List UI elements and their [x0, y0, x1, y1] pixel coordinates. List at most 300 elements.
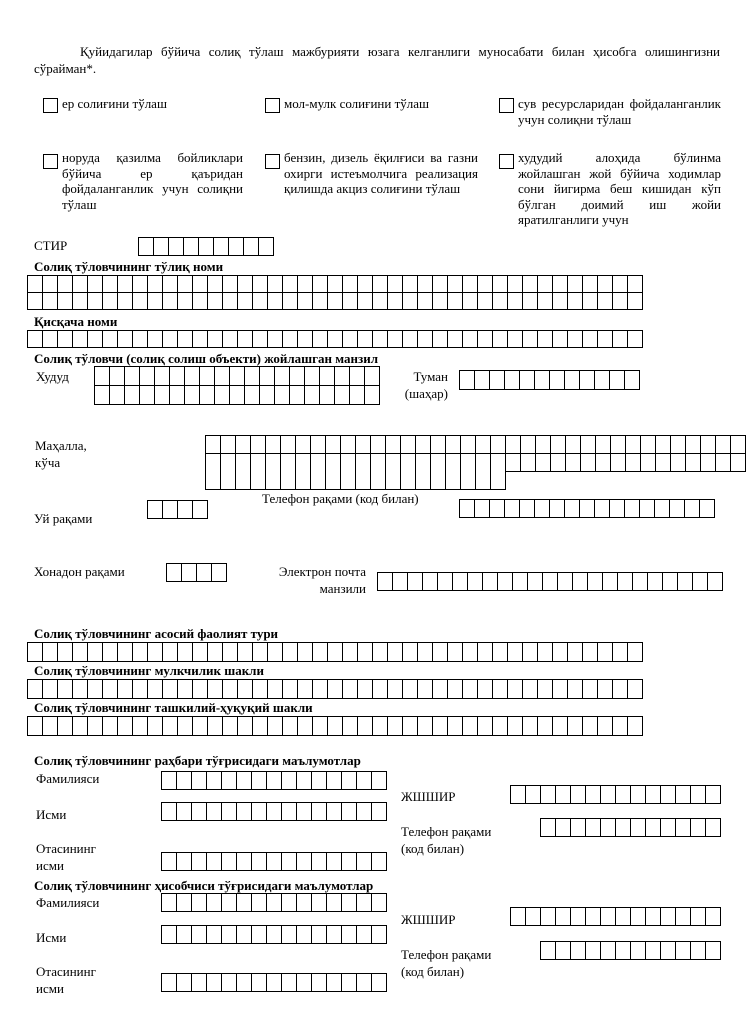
char-cell[interactable] [373, 643, 388, 662]
char-cell[interactable] [460, 500, 475, 518]
char-cell[interactable] [358, 717, 373, 736]
char-cell[interactable] [297, 894, 312, 912]
checkbox-excise-tax[interactable] [265, 154, 280, 169]
char-cell[interactable] [326, 436, 341, 454]
char-cell[interactable] [238, 293, 253, 310]
char-cell[interactable] [43, 331, 58, 348]
char-cell[interactable] [490, 371, 505, 390]
char-cell[interactable] [266, 471, 281, 490]
char-cell[interactable] [476, 436, 491, 454]
char-cell[interactable] [478, 717, 493, 736]
char-cell[interactable] [282, 803, 297, 821]
char-cell[interactable] [222, 974, 237, 992]
char-cell[interactable] [358, 331, 373, 348]
char-cell[interactable] [281, 436, 296, 454]
char-cell[interactable] [118, 331, 133, 348]
char-cell[interactable] [253, 276, 268, 293]
char-cell[interactable] [610, 371, 625, 390]
char-cell[interactable] [178, 717, 193, 736]
char-cell[interactable] [628, 680, 643, 699]
char-cell[interactable] [641, 436, 656, 454]
char-cell[interactable] [431, 471, 446, 490]
char-cell[interactable] [148, 293, 163, 310]
char-cell[interactable] [538, 331, 553, 348]
char-cell[interactable] [283, 276, 298, 293]
char-cell[interactable] [313, 293, 328, 310]
char-cell[interactable] [448, 680, 463, 699]
char-cell[interactable] [656, 436, 671, 454]
char-cell[interactable] [215, 367, 230, 386]
char-cell[interactable] [312, 926, 327, 944]
char-cell[interactable] [43, 293, 58, 310]
ownership-input[interactable] [27, 679, 643, 699]
char-cell[interactable] [253, 680, 268, 699]
char-cell[interactable] [313, 680, 328, 699]
char-cell[interactable] [508, 276, 523, 293]
char-cell[interactable] [378, 573, 393, 591]
char-cell[interactable] [184, 238, 199, 256]
char-cell[interactable] [513, 573, 528, 591]
char-cell[interactable] [162, 803, 177, 821]
char-cell[interactable] [88, 331, 103, 348]
char-cell[interactable] [613, 331, 628, 348]
char-cell[interactable] [433, 643, 448, 662]
char-cell[interactable] [508, 717, 523, 736]
char-cell[interactable] [535, 500, 550, 518]
char-cell[interactable] [206, 454, 221, 472]
char-cell[interactable] [401, 454, 416, 472]
char-cell[interactable] [296, 471, 311, 490]
char-cell[interactable] [357, 926, 372, 944]
char-cell[interactable] [583, 276, 598, 293]
char-cell[interactable] [335, 367, 350, 386]
char-cell[interactable] [598, 276, 613, 293]
char-cell[interactable] [343, 331, 358, 348]
char-cell[interactable] [163, 331, 178, 348]
char-cell[interactable] [103, 680, 118, 699]
char-cell[interactable] [541, 786, 556, 804]
char-cell[interactable] [208, 331, 223, 348]
char-cell[interactable] [320, 367, 335, 386]
char-cell[interactable] [601, 908, 616, 926]
char-cell[interactable] [326, 471, 341, 490]
char-cell[interactable] [418, 717, 433, 736]
char-cell[interactable] [478, 331, 493, 348]
char-cell[interactable] [371, 436, 386, 454]
char-cell[interactable] [676, 786, 691, 804]
char-cell[interactable] [386, 471, 401, 490]
char-cell[interactable] [133, 293, 148, 310]
char-cell[interactable] [148, 276, 163, 293]
char-cell[interactable] [628, 331, 643, 348]
char-cell[interactable] [335, 386, 350, 405]
char-cell[interactable] [312, 853, 327, 871]
char-cell[interactable] [283, 331, 298, 348]
char-cell[interactable] [193, 276, 208, 293]
char-cell[interactable] [133, 643, 148, 662]
char-cell[interactable] [655, 500, 670, 518]
char-cell[interactable] [253, 717, 268, 736]
char-cell[interactable] [508, 331, 523, 348]
char-cell[interactable] [312, 974, 327, 992]
char-cell[interactable] [140, 367, 155, 386]
char-cell[interactable] [193, 717, 208, 736]
char-cell[interactable] [523, 331, 538, 348]
char-cell[interactable] [701, 436, 716, 454]
char-cell[interactable] [416, 454, 431, 472]
char-cell[interactable] [553, 331, 568, 348]
char-cell[interactable] [646, 942, 661, 960]
char-cell[interactable] [388, 643, 403, 662]
char-cell[interactable] [162, 853, 177, 871]
char-cell[interactable] [553, 643, 568, 662]
char-cell[interactable] [342, 803, 357, 821]
char-cell[interactable] [403, 293, 418, 310]
char-cell[interactable] [178, 680, 193, 699]
char-cell[interactable] [358, 293, 373, 310]
char-cell[interactable] [371, 471, 386, 490]
head-patronymic-input[interactable] [161, 852, 387, 871]
char-cell[interactable] [343, 276, 358, 293]
char-cell[interactable] [468, 573, 483, 591]
char-cell[interactable] [222, 803, 237, 821]
char-cell[interactable] [631, 819, 646, 837]
char-cell[interactable] [178, 276, 193, 293]
char-cell[interactable] [491, 454, 506, 472]
char-cell[interactable] [586, 942, 601, 960]
char-cell[interactable] [373, 717, 388, 736]
char-cell[interactable] [343, 293, 358, 310]
char-cell[interactable] [162, 772, 177, 790]
char-cell[interactable] [568, 643, 583, 662]
char-cell[interactable] [178, 331, 193, 348]
char-cell[interactable] [628, 643, 643, 662]
char-cell[interactable] [357, 803, 372, 821]
char-cell[interactable] [386, 436, 401, 454]
char-cell[interactable] [357, 772, 372, 790]
char-cell[interactable] [520, 500, 535, 518]
char-cell[interactable] [583, 680, 598, 699]
char-cell[interactable] [133, 717, 148, 736]
char-cell[interactable] [433, 293, 448, 310]
char-cell[interactable] [403, 276, 418, 293]
char-cell[interactable] [275, 367, 290, 386]
char-cell[interactable] [553, 293, 568, 310]
char-cell[interactable] [583, 293, 598, 310]
char-cell[interactable] [611, 436, 626, 454]
char-cell[interactable] [245, 386, 260, 405]
char-cell[interactable] [313, 331, 328, 348]
char-cell[interactable] [58, 680, 73, 699]
char-cell[interactable] [237, 894, 252, 912]
char-cell[interactable] [178, 293, 193, 310]
char-cell[interactable] [613, 276, 628, 293]
char-cell[interactable] [327, 803, 342, 821]
char-cell[interactable] [267, 894, 282, 912]
char-cell[interactable] [215, 386, 230, 405]
char-cell[interactable] [475, 371, 490, 390]
char-cell[interactable] [433, 717, 448, 736]
char-cell[interactable] [312, 894, 327, 912]
char-cell[interactable] [223, 331, 238, 348]
char-cell[interactable] [252, 772, 267, 790]
char-cell[interactable] [103, 717, 118, 736]
char-cell[interactable] [133, 276, 148, 293]
char-cell[interactable] [296, 436, 311, 454]
char-cell[interactable] [357, 853, 372, 871]
char-cell[interactable] [648, 573, 663, 591]
char-cell[interactable] [328, 717, 343, 736]
char-cell[interactable] [148, 717, 163, 736]
char-cell[interactable] [498, 573, 513, 591]
char-cell[interactable] [520, 371, 535, 390]
char-cell[interactable] [185, 386, 200, 405]
char-cell[interactable] [58, 643, 73, 662]
char-cell[interactable] [139, 238, 154, 256]
char-cell[interactable] [598, 680, 613, 699]
char-cell[interactable] [616, 942, 631, 960]
char-cell[interactable] [508, 643, 523, 662]
char-cell[interactable] [298, 643, 313, 662]
char-cell[interactable] [403, 643, 418, 662]
char-cell[interactable] [238, 717, 253, 736]
char-cell[interactable] [598, 643, 613, 662]
char-cell[interactable] [671, 454, 686, 472]
char-cell[interactable] [43, 717, 58, 736]
char-cell[interactable] [626, 436, 641, 454]
char-cell[interactable] [343, 643, 358, 662]
char-cell[interactable] [523, 276, 538, 293]
char-cell[interactable] [237, 803, 252, 821]
char-cell[interactable] [356, 471, 371, 490]
char-cell[interactable] [433, 331, 448, 348]
char-cell[interactable] [357, 894, 372, 912]
char-cell[interactable] [523, 680, 538, 699]
char-cell[interactable] [573, 573, 588, 591]
char-cell[interactable] [282, 926, 297, 944]
char-cell[interactable] [541, 819, 556, 837]
char-cell[interactable] [418, 643, 433, 662]
char-cell[interactable] [154, 238, 169, 256]
char-cell[interactable] [252, 853, 267, 871]
char-cell[interactable] [626, 454, 641, 472]
char-cell[interactable] [237, 772, 252, 790]
char-cell[interactable] [418, 331, 433, 348]
char-cell[interactable] [583, 643, 598, 662]
char-cell[interactable] [236, 454, 251, 472]
char-cell[interactable] [583, 331, 598, 348]
char-cell[interactable] [460, 371, 475, 390]
char-cell[interactable] [565, 371, 580, 390]
char-cell[interactable] [208, 680, 223, 699]
char-cell[interactable] [448, 717, 463, 736]
head-name-input[interactable] [161, 802, 387, 821]
char-cell[interactable] [320, 386, 335, 405]
accountant-name-input[interactable] [161, 925, 387, 944]
char-cell[interactable] [328, 276, 343, 293]
char-cell[interactable] [311, 436, 326, 454]
char-cell[interactable] [206, 471, 221, 490]
email-input[interactable] [377, 572, 723, 591]
char-cell[interactable] [671, 436, 686, 454]
char-cell[interactable] [342, 974, 357, 992]
char-cell[interactable] [350, 367, 365, 386]
char-cell[interactable] [251, 454, 266, 472]
char-cell[interactable] [706, 786, 721, 804]
char-cell[interactable] [170, 367, 185, 386]
char-cell[interactable] [641, 454, 656, 472]
char-cell[interactable] [222, 894, 237, 912]
char-cell[interactable] [423, 573, 438, 591]
char-cell[interactable] [296, 454, 311, 472]
char-cell[interactable] [528, 573, 543, 591]
char-cell[interactable] [207, 772, 222, 790]
char-cell[interactable] [716, 454, 731, 472]
char-cell[interactable] [448, 276, 463, 293]
char-cell[interactable] [433, 276, 448, 293]
char-cell[interactable] [463, 680, 478, 699]
char-cell[interactable] [163, 293, 178, 310]
char-cell[interactable] [372, 853, 387, 871]
char-cell[interactable] [358, 643, 373, 662]
street-input-bottom[interactable] [205, 471, 506, 490]
char-cell[interactable] [373, 293, 388, 310]
char-cell[interactable] [283, 717, 298, 736]
char-cell[interactable] [568, 680, 583, 699]
char-cell[interactable] [372, 894, 387, 912]
char-cell[interactable] [163, 680, 178, 699]
char-cell[interactable] [297, 853, 312, 871]
char-cell[interactable] [610, 500, 625, 518]
char-cell[interactable] [267, 803, 282, 821]
char-cell[interactable] [343, 680, 358, 699]
char-cell[interactable] [490, 500, 505, 518]
char-cell[interactable] [538, 276, 553, 293]
char-cell[interactable] [523, 643, 538, 662]
char-cell[interactable] [446, 436, 461, 454]
char-cell[interactable] [223, 680, 238, 699]
char-cell[interactable] [388, 276, 403, 293]
char-cell[interactable] [328, 643, 343, 662]
char-cell[interactable] [230, 386, 245, 405]
char-cell[interactable] [192, 772, 207, 790]
char-cell[interactable] [596, 436, 611, 454]
char-cell[interactable] [508, 293, 523, 310]
char-cell[interactable] [252, 894, 267, 912]
char-cell[interactable] [169, 238, 184, 256]
char-cell[interactable] [206, 436, 221, 454]
char-cell[interactable] [290, 367, 305, 386]
char-cell[interactable] [298, 276, 313, 293]
char-cell[interactable] [238, 276, 253, 293]
char-cell[interactable] [342, 853, 357, 871]
char-cell[interactable] [601, 786, 616, 804]
char-cell[interactable] [327, 894, 342, 912]
char-cell[interactable] [388, 331, 403, 348]
char-cell[interactable] [365, 367, 380, 386]
char-cell[interactable] [508, 680, 523, 699]
char-cell[interactable] [342, 926, 357, 944]
char-cell[interactable] [646, 908, 661, 926]
char-cell[interactable] [230, 367, 245, 386]
char-cell[interactable] [595, 371, 610, 390]
char-cell[interactable] [596, 454, 611, 472]
char-cell[interactable] [148, 501, 163, 519]
char-cell[interactable] [356, 454, 371, 472]
char-cell[interactable] [521, 454, 536, 472]
char-cell[interactable] [283, 293, 298, 310]
char-cell[interactable] [267, 926, 282, 944]
char-cell[interactable] [388, 717, 403, 736]
char-cell[interactable] [461, 436, 476, 454]
char-cell[interactable] [268, 717, 283, 736]
char-cell[interactable] [541, 908, 556, 926]
char-cell[interactable] [731, 436, 746, 454]
char-cell[interactable] [259, 238, 274, 256]
char-cell[interactable] [125, 386, 140, 405]
char-cell[interactable] [388, 680, 403, 699]
char-cell[interactable] [207, 853, 222, 871]
char-cell[interactable] [536, 454, 551, 472]
char-cell[interactable] [661, 908, 676, 926]
char-cell[interactable] [700, 500, 715, 518]
char-cell[interactable] [448, 293, 463, 310]
char-cell[interactable] [581, 454, 596, 472]
char-cell[interactable] [586, 819, 601, 837]
char-cell[interactable] [43, 643, 58, 662]
char-cell[interactable] [463, 276, 478, 293]
char-cell[interactable] [678, 573, 693, 591]
char-cell[interactable] [631, 942, 646, 960]
char-cell[interactable] [58, 293, 73, 310]
char-cell[interactable] [208, 643, 223, 662]
char-cell[interactable] [418, 680, 433, 699]
char-cell[interactable] [478, 643, 493, 662]
char-cell[interactable] [418, 276, 433, 293]
char-cell[interactable] [601, 819, 616, 837]
char-cell[interactable] [611, 454, 626, 472]
char-cell[interactable] [601, 942, 616, 960]
char-cell[interactable] [686, 436, 701, 454]
char-cell[interactable] [372, 926, 387, 944]
char-cell[interactable] [461, 471, 476, 490]
char-cell[interactable] [416, 471, 431, 490]
char-cell[interactable] [268, 643, 283, 662]
char-cell[interactable] [676, 819, 691, 837]
char-cell[interactable] [463, 643, 478, 662]
char-cell[interactable] [118, 717, 133, 736]
char-cell[interactable] [341, 454, 356, 472]
accountant-surname-input[interactable] [161, 893, 387, 912]
char-cell[interactable] [222, 772, 237, 790]
char-cell[interactable] [628, 293, 643, 310]
char-cell[interactable] [595, 500, 610, 518]
char-cell[interactable] [583, 717, 598, 736]
char-cell[interactable] [505, 371, 520, 390]
char-cell[interactable] [372, 974, 387, 992]
char-cell[interactable] [461, 454, 476, 472]
char-cell[interactable] [163, 501, 178, 519]
char-cell[interactable] [118, 643, 133, 662]
char-cell[interactable] [536, 436, 551, 454]
char-cell[interactable] [177, 926, 192, 944]
char-cell[interactable] [701, 454, 716, 472]
char-cell[interactable] [403, 680, 418, 699]
char-cell[interactable] [193, 643, 208, 662]
char-cell[interactable] [282, 974, 297, 992]
char-cell[interactable] [252, 926, 267, 944]
char-cell[interactable] [43, 680, 58, 699]
